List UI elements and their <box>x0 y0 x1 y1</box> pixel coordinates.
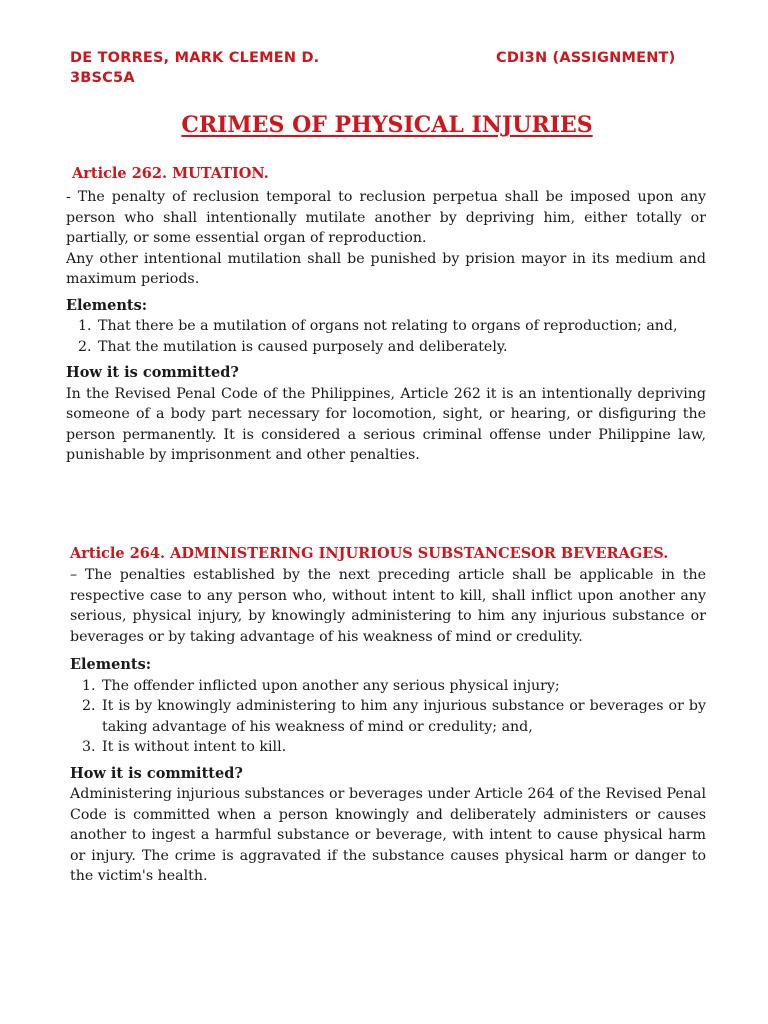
list-item: 1. The offender inflicted upon another any serious physical injury; <box>100 676 706 697</box>
article-262-paragraph-2: Any other intentional mutilation shall be punished by prision mayor in its medium and maximum periods. <box>66 250 706 287</box>
article-264-how-heading: How it is committed? <box>70 764 243 782</box>
article-262-how-text: In the Revised Penal Code of the Philippines, Article 262 it is an intentionally depriving someone of a body part necessary for locomotion, sight, or hearing, or disfiguring the person permanently. It is considered a serious criminal offense under Philippine law, punishable by imprisonment and other penalties. <box>66 385 706 463</box>
article-262-paragraph-1: - The penalty of reclusion temporal to reclusion perpetua shall be imposed upon any person who shall intentionally mutilate another by depriving him, either totally or partially, or some essential organ of reproduction. <box>66 189 706 246</box>
list-item: 2. That the mutilation is caused purposely and deliberately. <box>96 337 706 358</box>
student-section: 3BSC5A <box>70 70 135 86</box>
article-262-heading: Article 262. MUTATION. <box>72 165 269 182</box>
article-262-section <box>66 163 706 466</box>
article-264-paragraph-1: – The penalties established by the next preceding article shall be applicable in the respective case to any person who, without intent to kill, shall inflict upon another any serious, physical injury, by knowingly administering to him any injurious substance or beverages or by taking advantage of his weakness of mind or credulity. <box>70 567 706 645</box>
article-264-elements-heading: Elements: <box>70 656 152 673</box>
article-264-how-text: Administering injurious substances or beverages under Article 264 of the Revised Penal Code is committed when a person knowingly and deliberately administers or causes another to ingest a harmful substance or beverage, with intent to cause physical harm or injury. The crime is aggravated if the substance causes physical harm or danger to the victim's health. <box>70 786 706 884</box>
article-262-elements-heading: Elements: <box>66 296 148 314</box>
article-264-elements-list <box>70 676 706 758</box>
article-264-section <box>70 543 706 887</box>
list-item: 3. It is without intent to kill. <box>100 737 706 758</box>
article-262-elements-list <box>66 316 706 357</box>
page-title: CRIMES OF PHYSICAL INJURIES <box>181 112 593 138</box>
article-262-how-heading: How it is committed? <box>66 364 239 381</box>
course-label: CDI3N (ASSIGNMENT) <box>496 50 676 66</box>
list-item: 1. That there be a mutilation of organs not relating to organs of reproduction; and, <box>96 316 706 337</box>
student-name: DE TORRES, MARK CLEMEN D. <box>70 50 320 66</box>
list-item: 2. It is by knowingly administering to him any injurious substance or beverages or by taking advantage of his weakness of mind or credulity; and, <box>100 696 706 737</box>
article-264-heading: Article 264. ADMINISTERING INJURIOUS SUBSTANCESOR BEVERAGES. <box>70 545 669 562</box>
